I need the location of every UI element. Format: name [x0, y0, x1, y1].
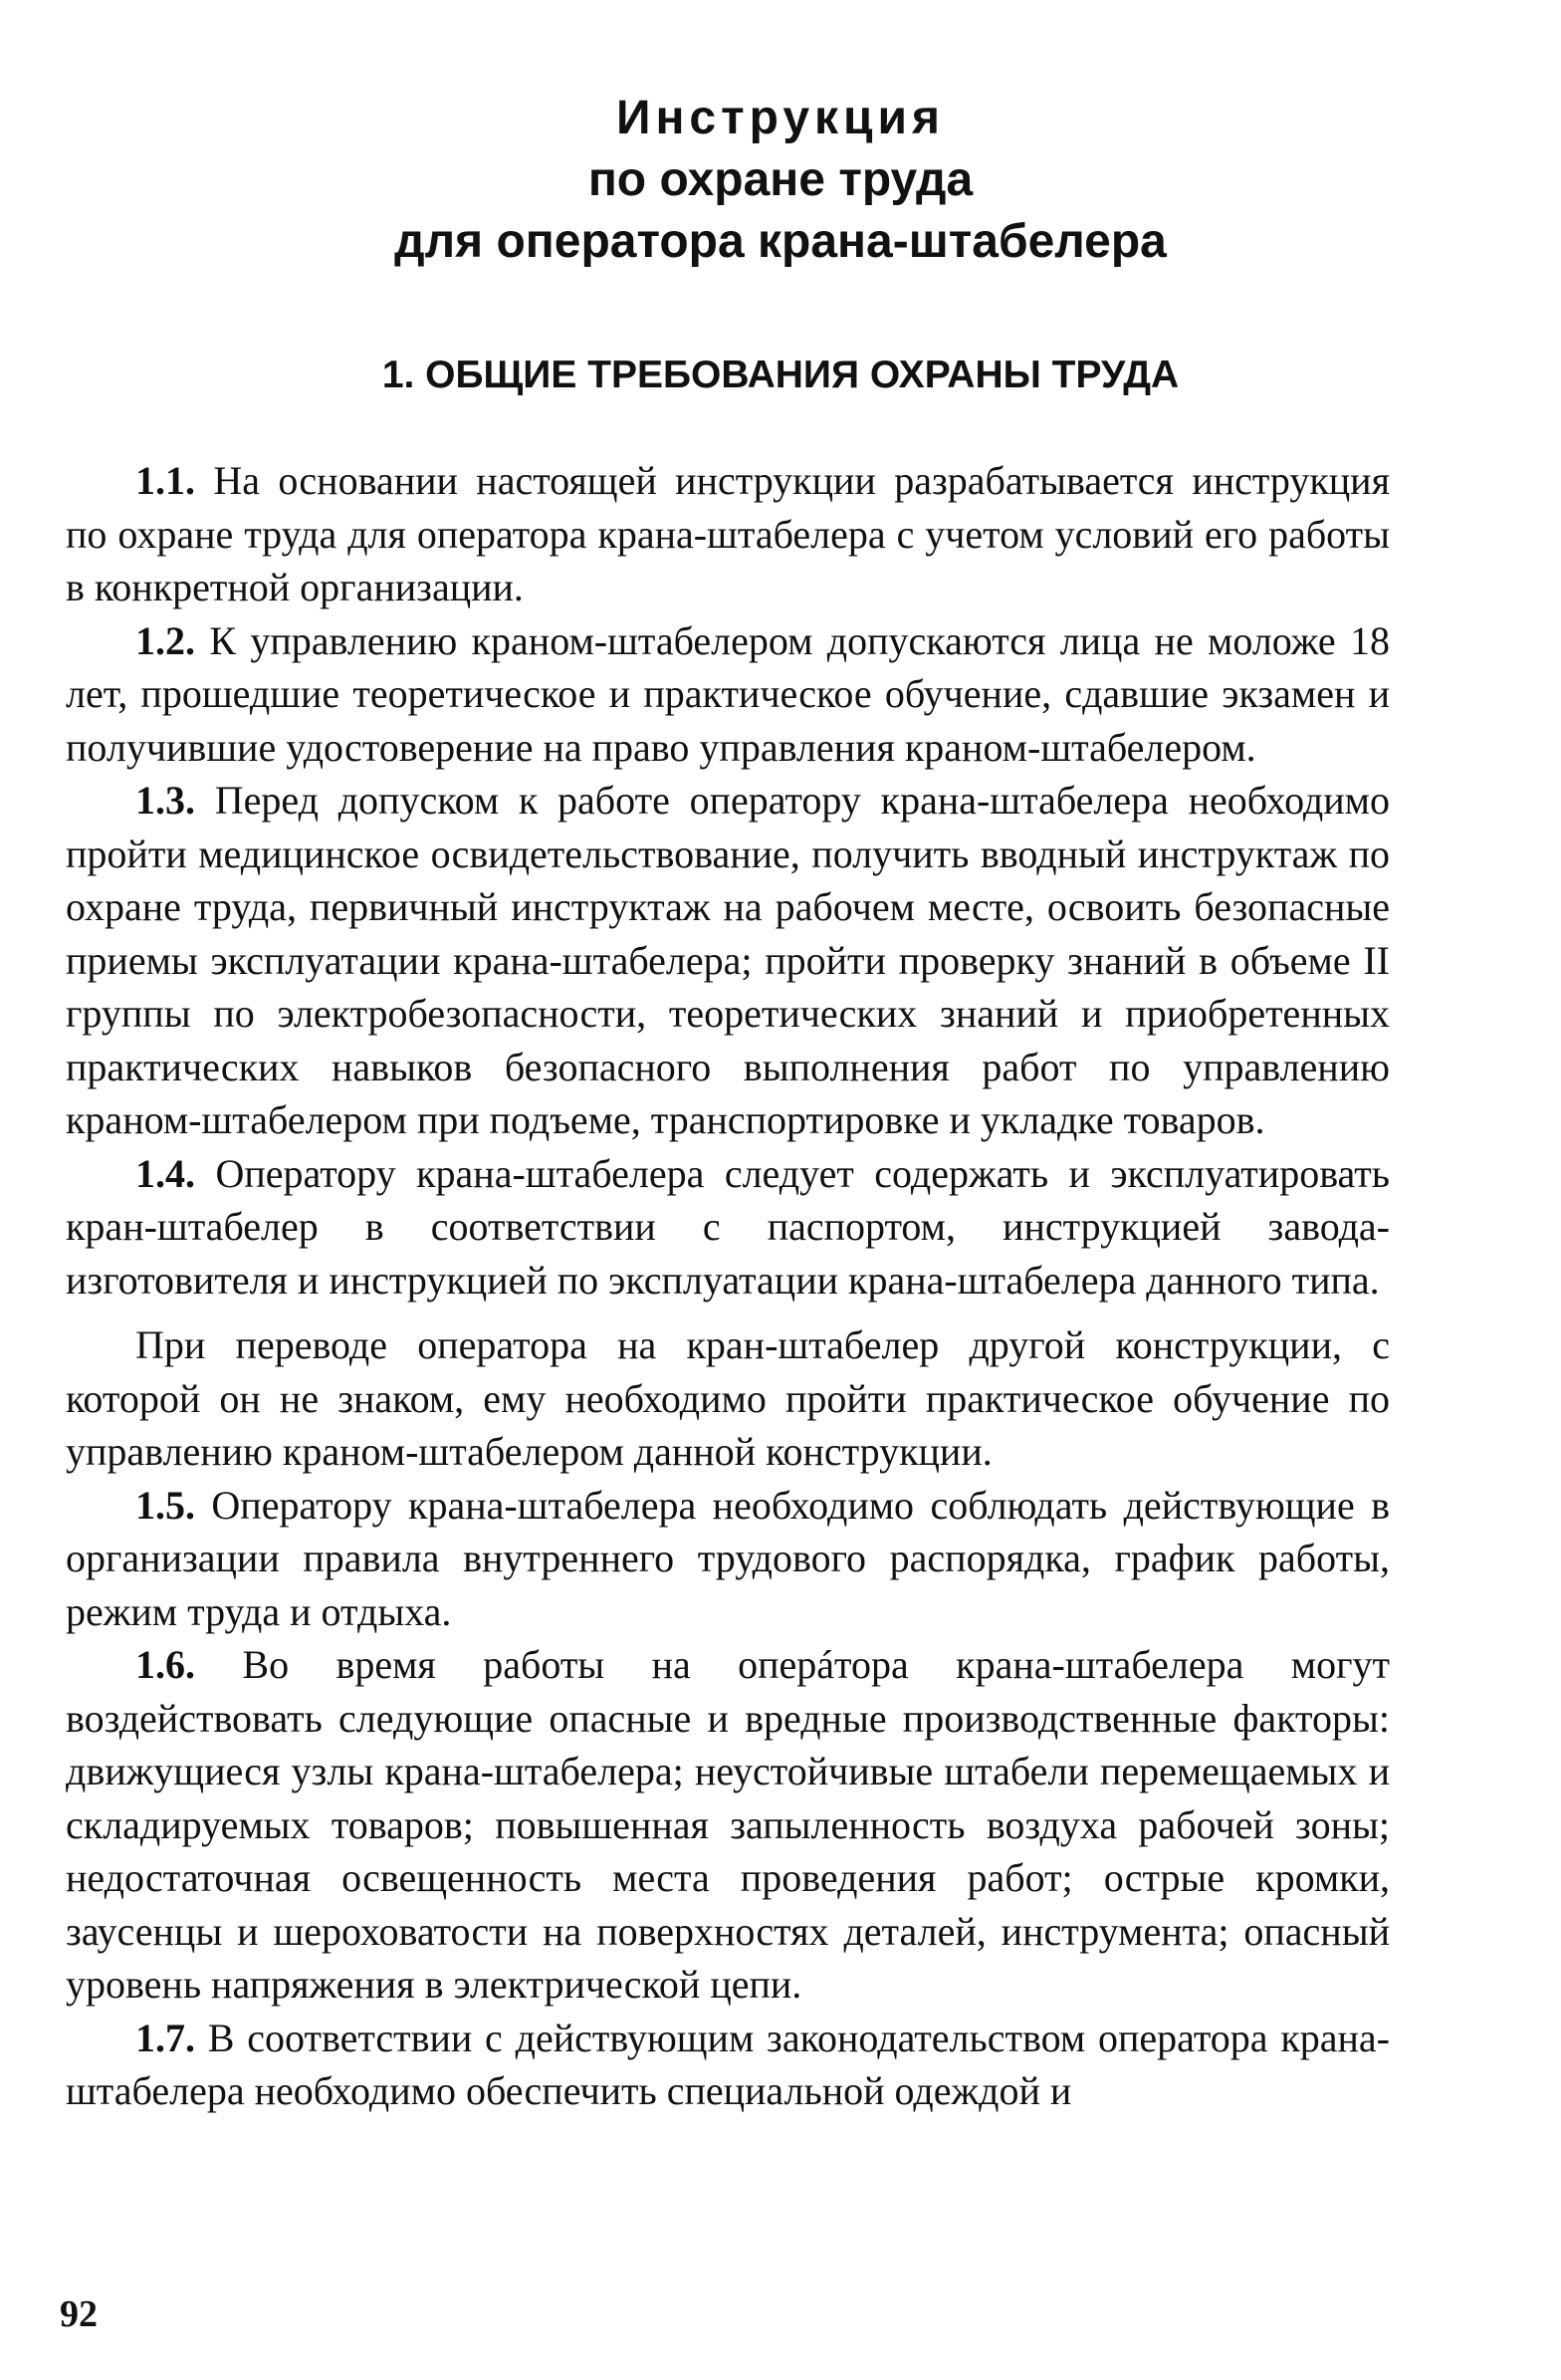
paragraph-text: На основании настоящей инструкции разрабатывается инструкция по охране труда для оператора крана-штабелера с учетом условий его работы в конкретной организации. [66, 458, 1390, 609]
paragraph-1-2 [66, 614, 1390, 775]
body-text [66, 454, 1390, 2118]
paragraph-number: 1.7. [135, 2015, 195, 2060]
title-line-1: Инструкция [615, 92, 946, 144]
paragraph-number: 1.6. [135, 1642, 195, 1687]
paragraph-text: В соответствии с действующим законодательством оператора крана-штабелера необходимо обеспечить специальной одеждой и [66, 2015, 1390, 2113]
paragraph-number: 1.4. [135, 1150, 195, 1196]
title-line-2: по охране труда [587, 153, 974, 206]
paragraph-number: 1.3. [135, 778, 195, 823]
paragraph-1-1 [66, 454, 1390, 614]
paragraph-text: Во время работы на оперáтора крана-штабелера могут воздействовать следующие опасные и вредные производственные факторы: движущиеся узлы крана-штабелера; неустойчивые штабели перемещаемых и складируемых товаров; повышенная запыленность воздуха рабочей зоны; недостаточная освещенность места проведения работ; острые кромки, заусенцы и шероховатости на поверхностях деталей, инструмента; опасный уровень напряжения в электрической цепи. [66, 1642, 1390, 2007]
paragraph-1-5 [66, 1479, 1390, 1639]
paragraph-1-4-continued [66, 1318, 1390, 1479]
document-title [0, 88, 1561, 273]
paragraph-1-6 [66, 1638, 1390, 2012]
paragraph-text: Оператору крана-штабелера следует содержать и эксплуатировать кран-штабелер в соответствии с паспортом, инструкцией завода-изготовителя и инструкцией по эксплуатации крана-штабелера данного типа. [66, 1150, 1390, 1303]
paragraph-text: Перед допуском к работе оператору крана-штабелера необходимо пройти медицинское освидетельствование, получить вводный инструктаж по охране труда, первичный инструктаж на рабочем месте, освоить безопасные приемы эксплуатации крана-штабелера; пройти проверку знаний в объеме II группы по электробезопасности, теоретических знаний и приобретенных практических навыков безопасного выполнения работ по управлению краном-штабелером при подъеме, транспортировке и укладке товаров. [66, 778, 1390, 1142]
paragraph-1-3 [66, 774, 1390, 1147]
paragraph-number: 1.5. [135, 1482, 195, 1528]
page-number: 92 [60, 2293, 98, 2335]
paragraph-1-7 [66, 2012, 1390, 2118]
paragraph-1-4 [66, 1147, 1390, 1308]
title-line-3: для оператора крана-штабелера [394, 215, 1167, 268]
paragraph-number: 1.2. [135, 617, 195, 663]
paragraph-number: 1.1. [135, 458, 195, 503]
paragraph-text: Оператору крана-штабелера необходимо соблюдать действующие в организации правила внутреннего трудового распорядка, график работы, режим труда и отдыха. [66, 1482, 1390, 1634]
section-heading: 1. ОБЩИЕ ТРЕБОВАНИЯ ОХРАНЫ ТРУДА [381, 354, 1180, 396]
paragraph-text: К управлению краном-штабелером допускаются лица не моложе 18 лет, прошедшие теоретическое и практическое обучение, сдавшие экзамен и получившие удостоверение на право управления краном-штабелером. [66, 617, 1390, 770]
paragraph-text: При переводе оператора на кран-штабелер другой конструкции, с которой он не знаком, ему необходимо пройти практическое обучение по управлению краном-штабелером данной конструкции. [66, 1322, 1390, 1474]
